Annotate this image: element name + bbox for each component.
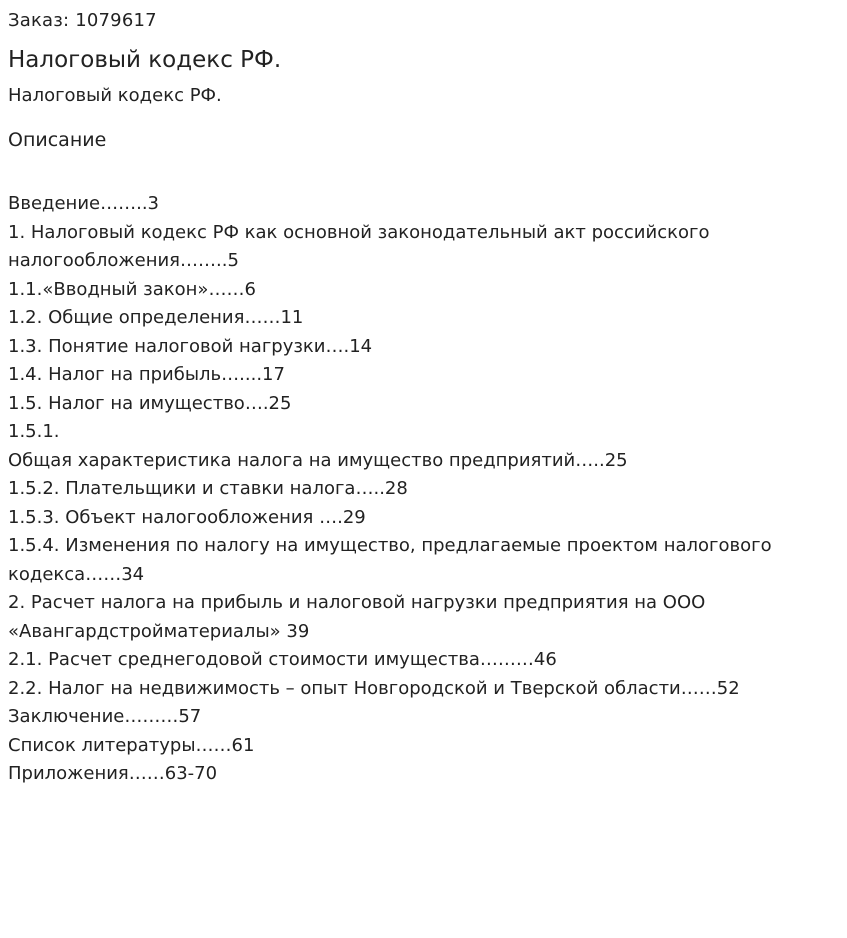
toc-line: 1.4. Налог на прибыль…....17 <box>8 364 285 385</box>
toc-line: Приложения……63-70 <box>8 763 218 784</box>
toc-line: 1.5.2. Плательщики и ставки налога…..28 <box>8 478 408 499</box>
toc-line: Общая характеристика налога на имущество предприятий…..25 <box>8 449 628 471</box>
table-of-contents <box>8 190 839 789</box>
order-number: Заказ: 1079617 <box>8 10 157 31</box>
toc-line: 2.2. Налог на недвижимость – опыт Новгородской и Тверской области……52 <box>8 677 740 699</box>
toc-line: 2. Расчет налога на прибыль и налоговой нагрузки предприятия на ООО «Авангардстройматериалы» 39 <box>8 592 706 642</box>
toc-line: 1.5.3. Объект налогообложения ….29 <box>8 506 366 528</box>
toc-line: Список литературы……61 <box>8 734 255 756</box>
toc-line: 1. Налоговый кодекс РФ как основной законодательный акт российского налогообложения……..5 <box>8 221 710 271</box>
toc-line: 1.5.4. Изменения по налогу на имущество, предлагаемые проектом налогового кодекса……34 <box>8 535 772 585</box>
toc-line: 1.1.«Вводный закон»……6 <box>8 278 256 300</box>
toc-line: 2.1. Расчет среднегодовой стоимости имущества………46 <box>8 649 557 670</box>
document-subtitle: Налоговый кодекс РФ. <box>8 85 222 106</box>
document-title: Налоговый кодекс РФ. <box>8 47 282 73</box>
toc-line: 1.3. Понятие налоговой нагрузки….14 <box>8 335 373 357</box>
toc-line: Заключение………57 <box>8 706 202 727</box>
toc-line: 1.5. Налог на имущество….25 <box>8 392 292 414</box>
toc-line: Введение……..3 <box>8 193 159 214</box>
toc-line: 1.2. Общие определения……11 <box>8 307 304 328</box>
description-heading: Описание <box>8 129 107 151</box>
toc-line: 1.5.1. <box>8 421 60 442</box>
